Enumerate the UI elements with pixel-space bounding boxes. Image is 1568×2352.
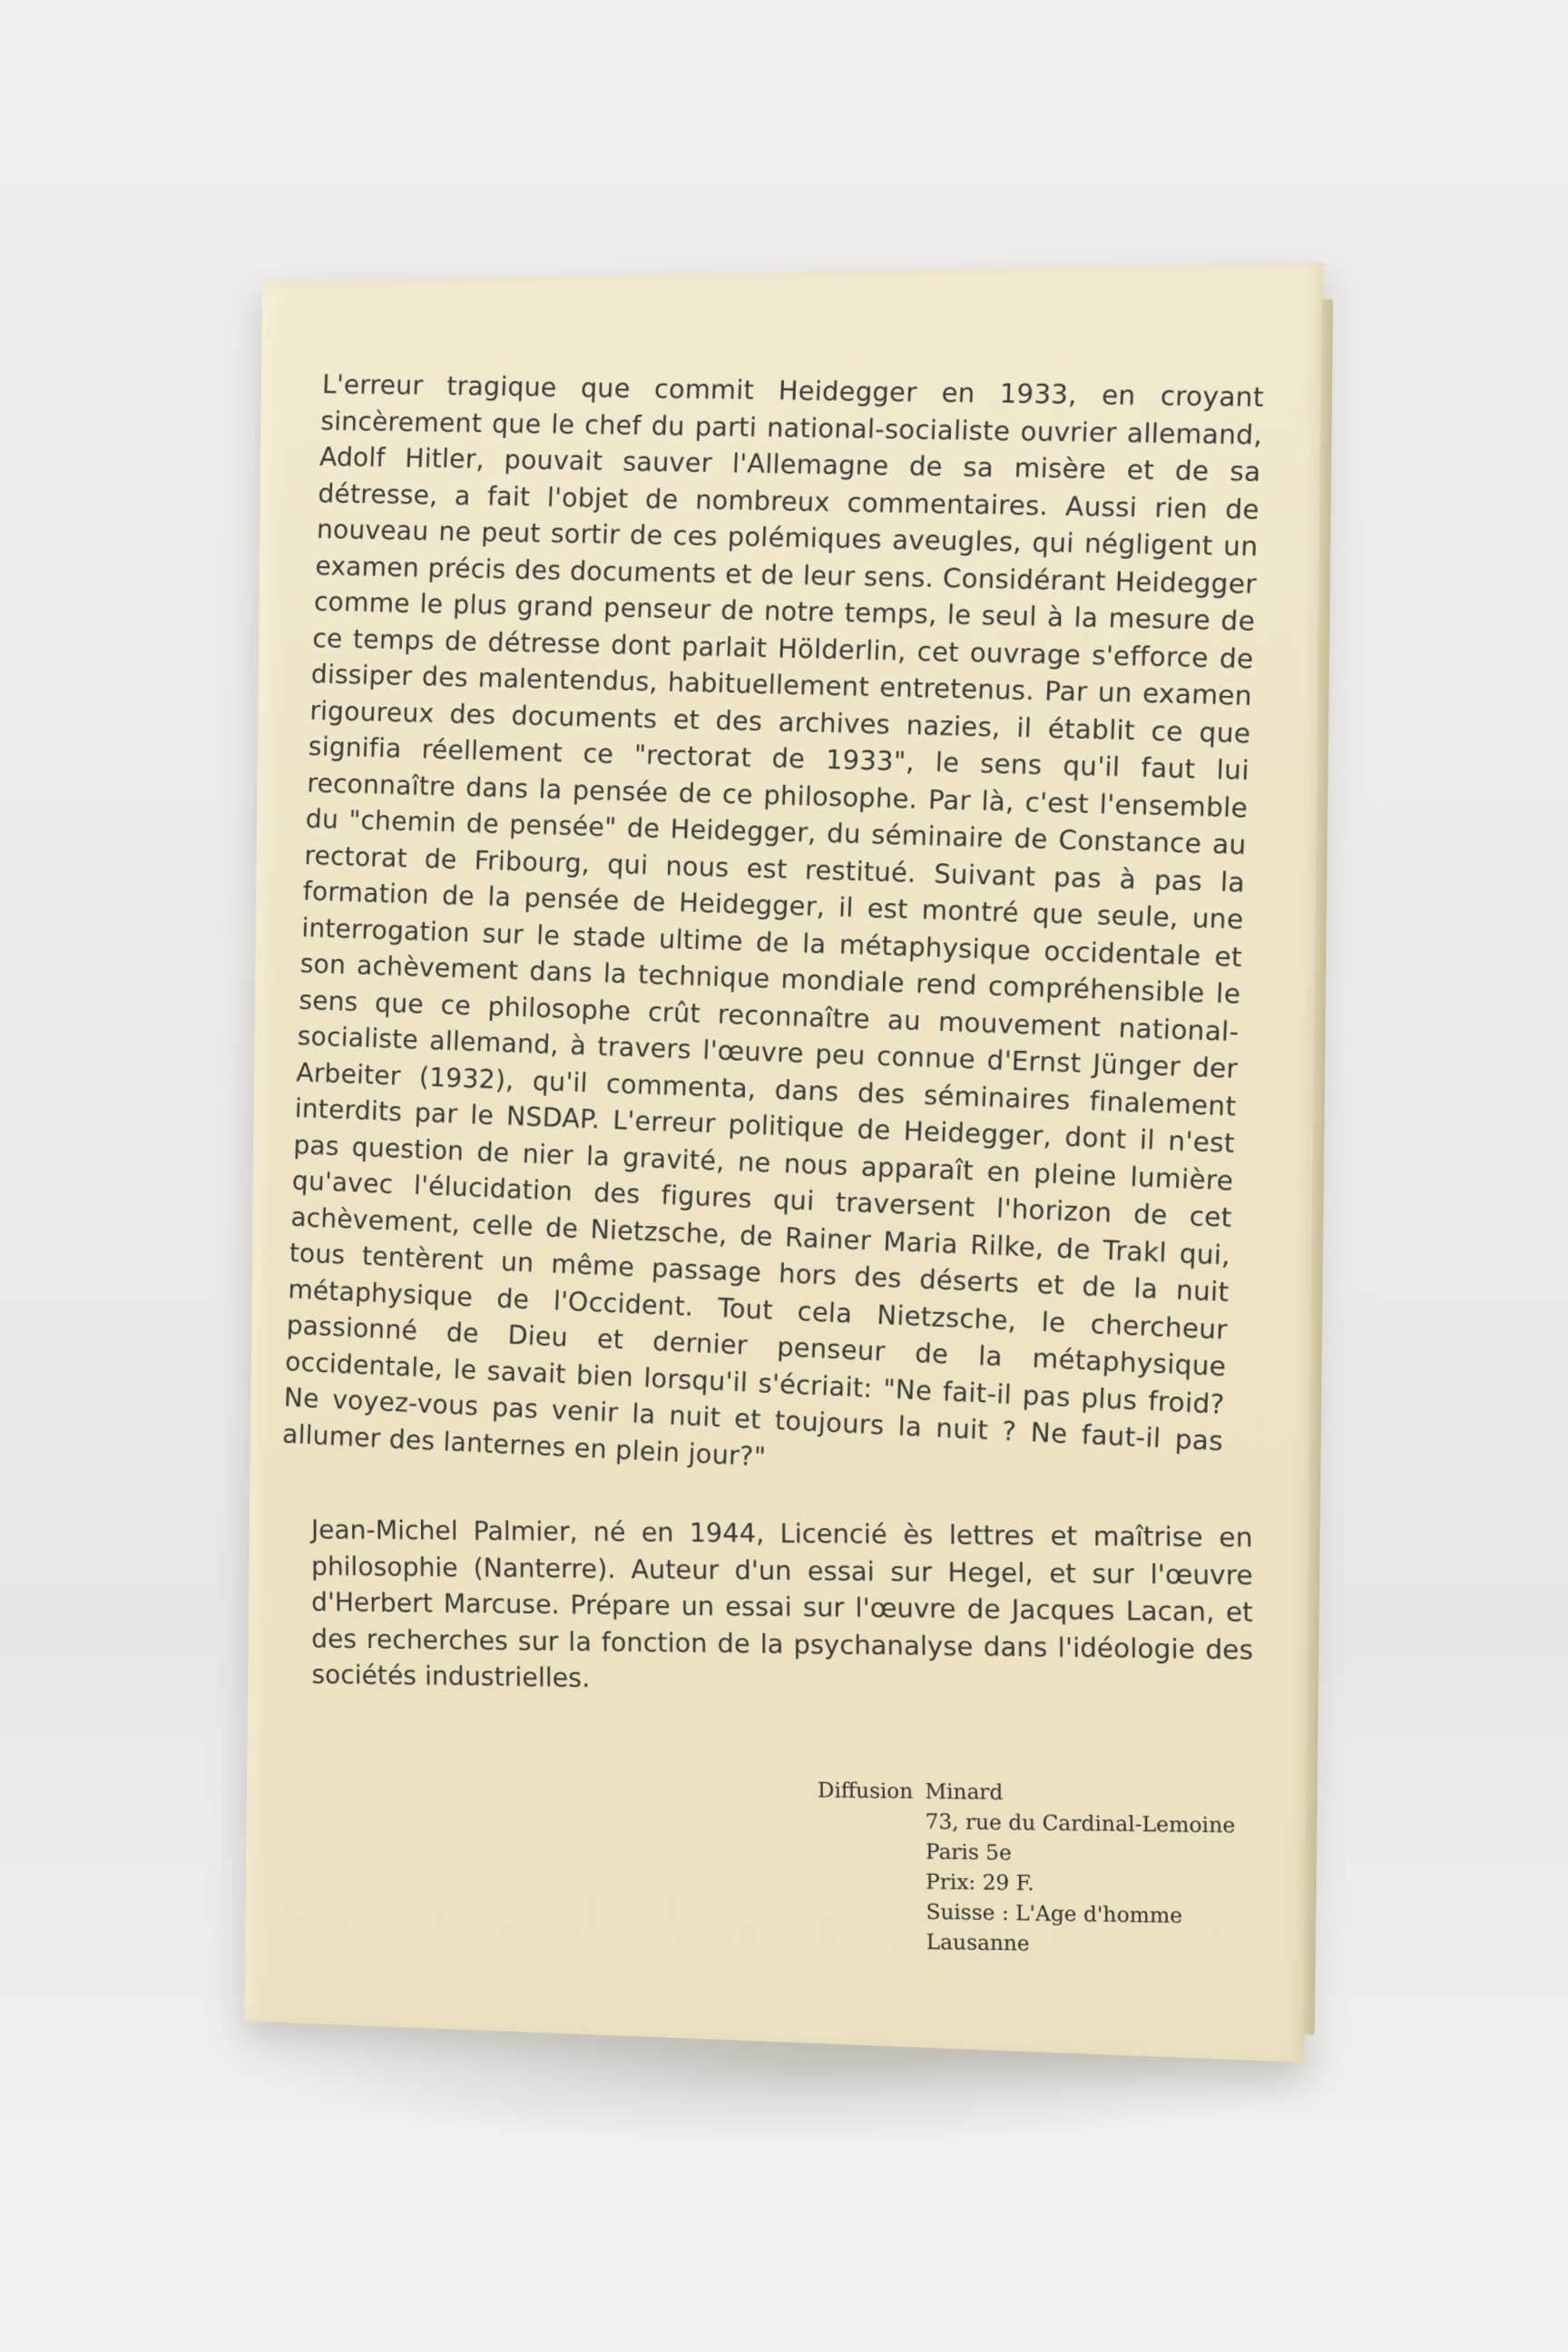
swiss-distributor: Suisse : L'Age d'homme (926, 1900, 1183, 1929)
distribution-info (818, 1776, 1237, 1963)
book-page-edge (1303, 299, 1333, 2035)
cover-text-block (281, 352, 1265, 1746)
blurb-paragraph: L'erreur tragique que commit Heidegger en 1933, en croyant sincèrement que le chef du parti national-socialiste ouvrier allemand, Adolf Hitler, pouvait sauver l'Allemagne de sa misère et de sa détresse, a fait l'objet de nombreux commentaires. Aussi rien de nouveau ne peut sortir de ces polémiques aveugles, qui négligent un examen précis des documents et de leur sens. Considérant Heidegger comme le plus grand penseur de notre temps, le seul à la mesure de ce temps de détresse dont parlait Hölderlin, cet ouvrage s'efforce de dissiper des malentendus, habituellement entretenus. Par un examen rigoureux des documents et des archives nazies, il établit ce que signifia réellement ce "rectorat de 1933", le sens qu'il faut lui reconnaître dans la pensée de ce philosophe. Par là, c'est l'ensemble du "chemin de pensée" de Heidegger, du séminaire de Constance au rectorat de Fribourg, qui nous est restitué. Suivant pas à pas la formation de la pensée de Heidegger, il est montré que seule, une interrogation sur le stade ultime de la métaphysique occidentale et son achèvement dans la technique mondiale rend compréhensible le sens que ce philosophe crût reconnaître au mouvement national-socialiste allemand, à travers l'œuvre peu connue d'Ernst Jünger der Arbeiter (1932), qu'il commenta, dans des séminaires finalement interdits par le NSDAP. L'erreur politique de Heidegger, dont il n'est pas question de nier la gravité, ne nous apparaît en pleine lumière qu'avec l'élucidation des figures qui traversent l'horizon de cet achèvement, celle de Nietzsche, de Rainer Maria Rilke, de Trakl qui, tous tentèrent un même passage hors des déserts et de la nuit métaphysique de l'Occident. Tout cela Nietzsche, le chercheur passionné de Dieu et dernier penseur de la métaphysique occidentale, le savait bien lorsqu'il s'écriait: "Ne fait-il pas plus froid? Ne voyez-vous pas venir la nuit et toujours la nuit ? Ne faut-il pas allumer des lanternes en plein jour?" (281, 368, 1265, 1472)
distributor-address: 73, rue du Cardinal-Lemoine (925, 1809, 1236, 1838)
book-back-cover (244, 262, 1324, 2063)
price: Prix: 29 F. (926, 1870, 1034, 1896)
distributor-city: Paris 5e (925, 1840, 1012, 1866)
author-bio: Jean-Michel Palmier, né en 1944, Licencié ès lettres et maîtrise en philosophie (Nanterre). Auteur d'un essai sur Hegel, et sur l'œuvre d'Herbert Marcuse. Prépare un essai sur l'œuvre de Jacques Lacan, et des recherches sur la fonction de la psychanalyse dans l'idéologie des sociétés industrielles. (310, 1514, 1254, 1693)
swiss-city: Lausanne (926, 1930, 1030, 1956)
distributor-name: Minard (925, 1779, 1004, 1805)
distribution-label: Diffusion (817, 1779, 914, 1804)
distribution-line (818, 1776, 1235, 1811)
